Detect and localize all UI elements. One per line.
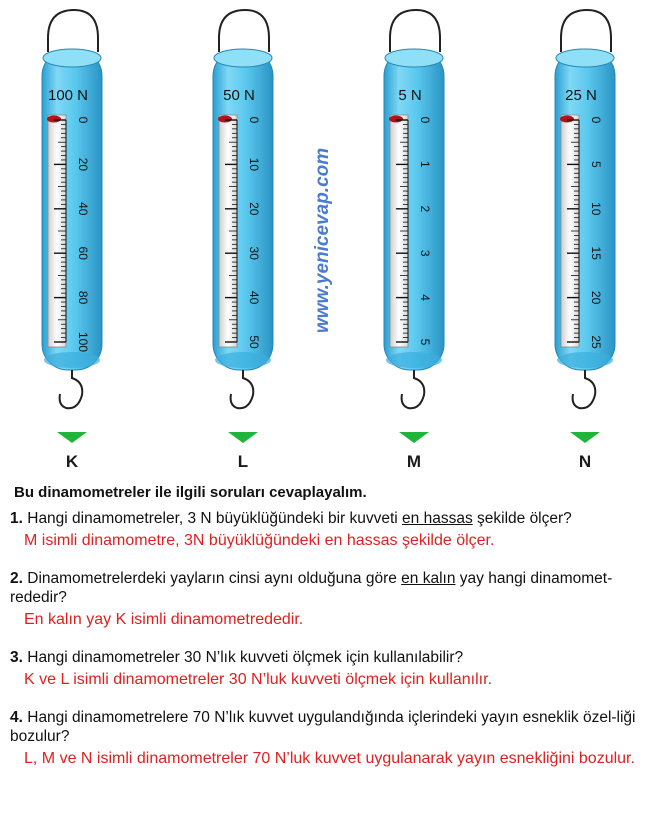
- question-3: [10, 648, 655, 690]
- tick-label: 3: [418, 249, 432, 257]
- tick-label: 2: [418, 205, 432, 213]
- tube-bottom: [44, 352, 100, 368]
- question-number: 1.: [10, 510, 23, 527]
- tube-bottom: [386, 352, 442, 368]
- answer-2: En kalın yay K isimli dinamometrededir.: [24, 611, 304, 628]
- down-arrow-icon: [399, 432, 429, 443]
- question-number: 2.: [10, 570, 23, 587]
- pointer: [218, 116, 232, 123]
- pointer: [560, 116, 574, 123]
- pointer: [47, 116, 61, 123]
- tube-bottom: [557, 352, 613, 368]
- question-text: Hangi dinamometreler, 3 N büyüklüğündeki bir kuvveti: [22, 510, 403, 527]
- dynamometer-letter: K: [65, 452, 79, 471]
- answer-3: K ve L isimli dinamometreler 30 N’luk kuvveti ölçmek için kullanılır.: [24, 671, 493, 688]
- question-text-end: şekilde ölçer?: [472, 510, 572, 527]
- top-hook: [219, 10, 269, 52]
- intro-text: Bu dinamometreler ile ilgili soruları cevaplayalım.: [14, 484, 367, 501]
- bottom-hook: [573, 370, 596, 408]
- tick-label: 40: [76, 202, 90, 216]
- dynamometer-n: [555, 10, 615, 471]
- question-2: [10, 569, 655, 630]
- tick-label: 10: [589, 202, 603, 216]
- bottom-hook: [60, 370, 83, 408]
- tick-label: 20: [76, 157, 90, 172]
- tube-cap: [214, 49, 272, 67]
- tick-label: 5: [418, 338, 432, 346]
- question-1: [10, 509, 655, 551]
- tick-label: 0: [589, 116, 603, 124]
- tick-label: 30: [247, 246, 261, 260]
- bottom-hook: [402, 370, 425, 408]
- tick-label: 80: [76, 290, 90, 305]
- dynamometer-m: [384, 10, 444, 471]
- dynamometer-l: [213, 10, 273, 471]
- tick-label: 4: [418, 294, 432, 301]
- tick-label: 0: [76, 116, 90, 124]
- question-number: 4.: [10, 709, 23, 726]
- question-4: [10, 708, 655, 769]
- tick-label: 60: [76, 246, 90, 260]
- tick-label: 0: [418, 116, 432, 124]
- question-underline: en kalın: [401, 570, 456, 587]
- tube-bottom: [215, 352, 271, 368]
- answer-4: L, M ve N isimli dinamometreler 70 N’luk kuvvet uygulanarak yayın esnekliğini bozulur.: [24, 750, 635, 767]
- tube-cap: [385, 49, 443, 67]
- down-arrow-icon: [570, 432, 600, 443]
- tick-label: 5: [589, 161, 603, 168]
- tick-label: 40: [247, 290, 261, 305]
- question-text: Dinamometrelerdeki yayların cinsi aynı olduğuna göre: [22, 570, 402, 587]
- down-arrow-icon: [228, 432, 258, 443]
- capacity-label: 25 N: [565, 87, 597, 104]
- capacity-label: 100 N: [47, 87, 89, 104]
- capacity-label: 5 N: [398, 87, 422, 104]
- dynamometer-k: [42, 10, 102, 471]
- top-hook: [561, 10, 611, 52]
- tube-cap: [43, 49, 101, 67]
- down-arrow-icon: [57, 432, 87, 443]
- question-number: 3.: [10, 649, 23, 666]
- question-text-end: yay hangi dinamomet-rededir?: [10, 570, 613, 606]
- tick-label: 100: [76, 331, 90, 353]
- tube-cap: [556, 49, 614, 67]
- dynamometer-letter: M: [406, 452, 422, 471]
- tick-label: 25: [589, 335, 603, 349]
- question-underline: en hassas: [402, 510, 473, 527]
- tick-label: 15: [589, 246, 603, 260]
- tick-label: 20: [247, 202, 261, 216]
- tick-label: 10: [247, 157, 261, 172]
- bottom-hook: [231, 370, 254, 408]
- tick-label: 0: [247, 116, 261, 124]
- answer-1: M isimli dinamometre, 3N büyüklüğündeki en hassas şekilde ölçer.: [24, 532, 495, 549]
- pointer: [389, 116, 403, 123]
- question-text: Hangi dinamometrelere 70 N’lık kuvvet uygulandığında içlerindeki yayın esneklik özel-liği bozulur?: [10, 709, 636, 745]
- top-hook: [390, 10, 440, 52]
- dynamometer-letter: L: [237, 452, 249, 471]
- top-hook: [48, 10, 98, 52]
- question-text: Hangi dinamometreler 30 N’lık kuvveti ölçmek için kullanılabilir?: [22, 649, 464, 666]
- tick-label: 50: [247, 335, 261, 349]
- watermark: www.yenicevap.com: [312, 147, 333, 333]
- tick-label: 20: [589, 290, 603, 305]
- tick-label: 1: [418, 161, 432, 168]
- dynamometer-letter: N: [578, 452, 592, 471]
- capacity-label: 50 N: [223, 87, 255, 104]
